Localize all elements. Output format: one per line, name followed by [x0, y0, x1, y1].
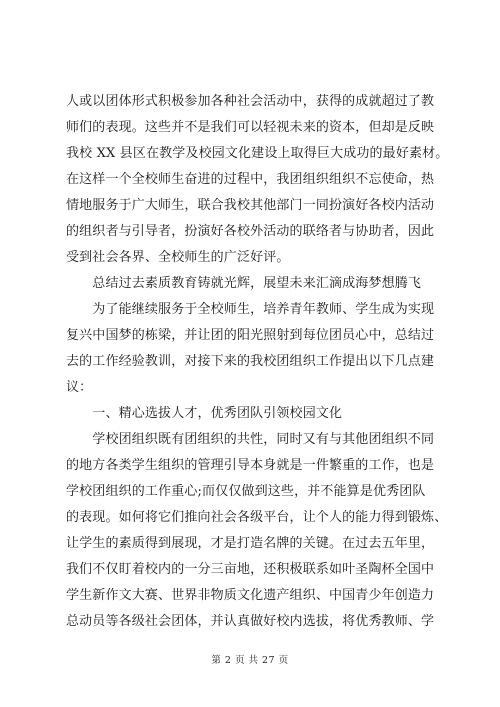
text-line: 学生新作文大赛、世界非物质文化遗产组织、中国青少年创造力: [66, 588, 435, 603]
text-line: 人或以团体形式积极参加各种社会活动中，获得的成就超过了教: [66, 94, 435, 109]
text-line: 去的工作经验教训，对接下来的我校团组织工作提出以下几点建: [66, 354, 435, 369]
body-text: [66, 89, 449, 635]
text-line: 的组织者与引导者，扮演好各校外活动的联络者与协助者，因此: [66, 224, 435, 239]
text-line: 在这样一个全校师生奋进的过程中，我团组织组织不忘使命，热: [66, 172, 435, 187]
text-line: 我校 XX 县区在教学及校园文化建设上取得巨大成功的最好素材。: [66, 146, 449, 161]
text-line: 总动员等各级社会团体，并认真做好校内选拔，将优秀教师、学: [66, 614, 435, 629]
text-line: 学校团组织的工作重心;而仅仅做到这些，并不能算是优秀团队: [66, 484, 426, 499]
text-line: 师们的表现。这些并不是我们可以轻视未来的资本，但却是反映: [66, 120, 435, 135]
text-line: 复兴中国梦的栋梁，并让团的阳光照射到每位团员心中，总结过: [66, 328, 435, 343]
text-line: 学校团组织既有团组织的共性，同时又有与其他团组织不同: [66, 432, 435, 447]
text-line: 让学生的素质得到展现，才是打造名牌的关键。在过去五年里，: [66, 536, 435, 551]
text-line: 受到社会各界、全校师生的广泛好评。: [66, 250, 290, 265]
page-number: 第 2 页 共 27 页: [211, 655, 289, 666]
section-heading: 一、精心选拔人才，优秀团队引领校园文化: [66, 406, 343, 421]
text-line: 议：: [66, 380, 93, 395]
text-line: 的表现。如何将它们推向社会各级平台，让个人的能力得到锻炼、: [66, 510, 448, 525]
text-line: 情地服务于广大师生，联合我校其他部门一同扮演好各校内活动: [66, 198, 435, 213]
text-line: 我们不仅盯着校内的一分三亩地，还积极联系如叶圣陶杯全国中: [66, 562, 435, 577]
text-line: 为了能继续服务于全校师生，培养青年教师、学生成为实现: [66, 302, 435, 317]
text-line: 的地方各类学生组织的管理引导本身就是一件繁重的工作，也是: [66, 458, 435, 473]
section-heading: 总结过去素质教育铸就光辉，展望未来汇滴成海梦想腾飞: [66, 276, 422, 291]
